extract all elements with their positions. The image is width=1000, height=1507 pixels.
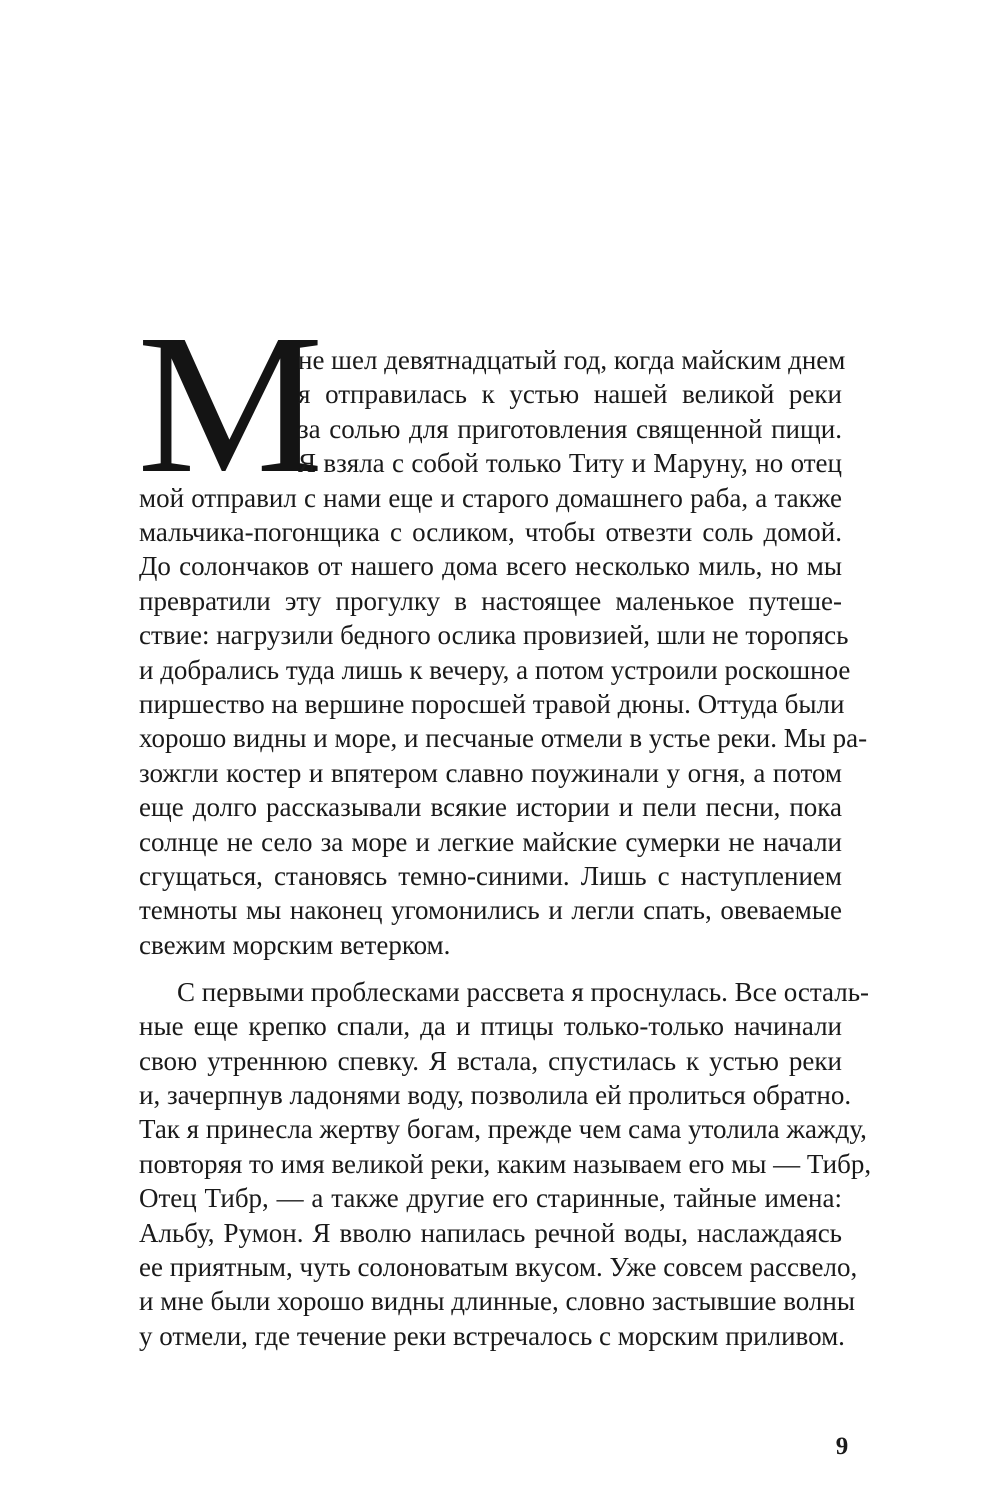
text-line: зожгли костер и впятером славно поужинали у огня, а потом — [139, 757, 842, 788]
text-line: за солью для приготовления священной пищи. — [298, 413, 842, 444]
text-line: повторяя то имя великой реки, каким называем его мы — Тибр, — [139, 1148, 872, 1179]
text-line: свежим морским ветерком. — [139, 929, 451, 960]
text-line: Альбу, Румон. Я вволю напилась речной воды, наслаждаясь — [139, 1217, 842, 1248]
text-line: и добрались туда лишь к вечеру, а потом устроили роскошное — [139, 654, 851, 685]
text-line: темноты мы наконец угомонились и легли спать, овеваемые — [139, 895, 842, 926]
text-line: ные еще крепко спали, да и птицы только-только начинали — [139, 1011, 842, 1042]
text-line: я отправилась к устью нашей великой реки — [298, 379, 842, 410]
text-line: С первыми проблесками рассвета я проснулась. Все осталь- — [177, 976, 869, 1007]
text-line: мой отправил с нами еще и старого домашнего раба, а также — [139, 482, 842, 513]
text-line: хорошо видны и море, и песчаные отмели в устье реки. Мы ра- — [139, 723, 868, 754]
text-line: сгущаться, становясь темно-синими. Лишь с наступлением — [139, 861, 842, 891]
text-line: солнце не село за море и легкие майские сумерки не начали — [139, 826, 842, 857]
text-line: Отец Тибр, — а также другие его старинные, тайные имена: — [139, 1183, 842, 1214]
text-line: Я взяла с собой только Титу и Маруну, но отец — [298, 448, 842, 479]
page-number: 9 — [835, 1433, 849, 1460]
text-line: у отмели, где течение реки встречалось с морским приливом. — [139, 1320, 845, 1351]
text-line: еще долго рассказывали всякие истории и пели песни, пока — [139, 792, 842, 823]
text-line: и, зачерпнув ладонями воду, позволила ей пролиться обратно. — [139, 1080, 852, 1110]
text-line: мальчика-погонщика с осликом, чтобы отвезти соль домой. — [139, 517, 842, 547]
text-line: пиршество на вершине поросшей травой дюны. Оттуда были — [139, 689, 845, 719]
text-line: свою утреннюю спевку. Я встала, спустилась к устью реки — [139, 1045, 842, 1076]
drop-cap: М — [137, 294, 324, 515]
text-line: ствие: нагрузили бедного ослика провизией, шли не торопясь — [139, 620, 849, 651]
text-line: ее приятным, чуть солоноватым вкусом. Уже совсем рассвело, — [139, 1252, 858, 1282]
text-line: До солончаков от нашего дома всего несколько миль, но мы — [139, 551, 842, 582]
text-line: не шел девятнадцатый год, когда майским днем — [298, 345, 846, 375]
text-line: превратили эту прогулку в настоящее маленькое путеше- — [139, 585, 842, 616]
text-line: и мне были хорошо видны длинные, словно застывшие волны — [139, 1286, 855, 1317]
text-line: Так я принесла жертву богам, прежде чем сама утолила жажду, — [139, 1114, 867, 1145]
